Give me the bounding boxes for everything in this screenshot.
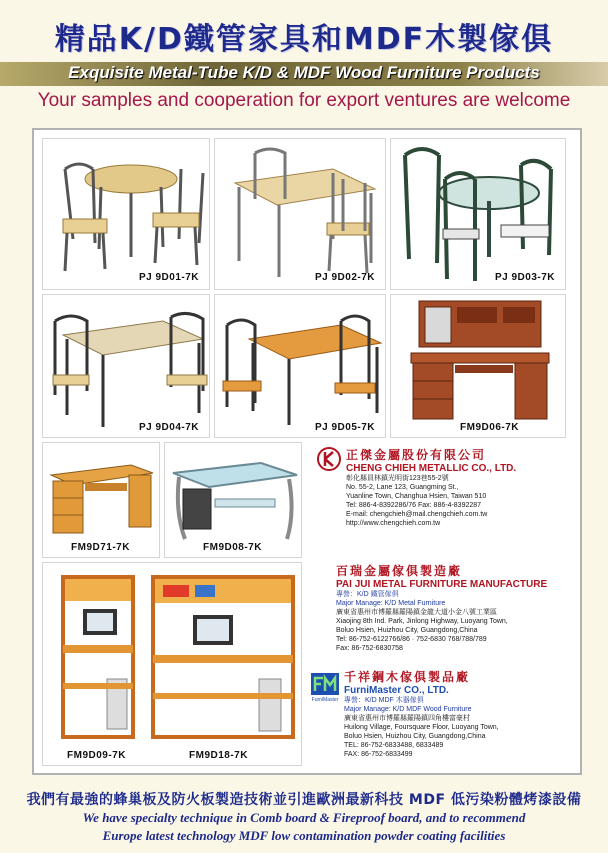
rect-table-chairs-image xyxy=(43,295,211,439)
company-address: Xiaojing 8th Ind. Park, Jinlong Highway, Luoyang Town, xyxy=(336,618,508,625)
product-code: PJ 9D05-7K xyxy=(314,422,375,433)
company-business: Major Manage: K/D MDF Wood Furniture xyxy=(344,706,472,713)
catalog-panel xyxy=(32,128,582,775)
company-name-en: PAI JUI METAL FURNITURE MANUFACTURE xyxy=(336,579,548,590)
furnimaster-logo xyxy=(310,672,340,702)
welcome-text: Your samples and cooperation for export ventures are welcome xyxy=(37,90,571,111)
rect-table-chairs-image xyxy=(215,139,387,291)
footer-en-line1: We have specialty technique in Comb board & Fireproof board, and to recommend xyxy=(82,810,526,825)
company-address: Yuanline Town, Changhua Hsien, Taiwan 510 xyxy=(346,493,487,500)
company-name-cn: 正傑金屬股份有限公司 xyxy=(346,448,487,462)
product-code: FM9D18-7K xyxy=(189,750,248,761)
company-card xyxy=(316,446,580,558)
page-title-en: Exquisite Metal-Tube K/D & MDF Wood Furniture Products xyxy=(68,63,540,82)
computer-workstation-image xyxy=(43,563,303,767)
company-card xyxy=(310,668,580,772)
company-business-cn: 專營：K/D MDF 木器傢俱 xyxy=(344,697,424,704)
product-card[interactable] xyxy=(42,138,210,290)
product-code: FM9D09-7K xyxy=(67,750,126,761)
cheng-chieh-logo xyxy=(316,446,342,472)
svg-text:FurniMaster: FurniMaster xyxy=(311,697,339,702)
footer-en-line2: Europe latest technology MDF low contamination powder coating facilities xyxy=(102,828,506,843)
product-code: FM9D06-7K xyxy=(460,422,519,433)
company-fax: Fax: 86-752-6830758 xyxy=(336,645,403,652)
company-name-cn: 百瑞金屬傢俱製造廠 xyxy=(336,564,463,578)
rect-table-chairs-image xyxy=(215,295,387,439)
product-card[interactable] xyxy=(214,294,386,438)
product-card[interactable] xyxy=(42,442,160,558)
product-card[interactable] xyxy=(390,294,566,438)
round-table-chairs-image xyxy=(43,139,211,291)
glass-table-chairs-image xyxy=(391,139,567,291)
product-card[interactable] xyxy=(390,138,566,290)
company-address: Boluo Hsien, Huizhou City, Guangdong,China xyxy=(344,733,486,740)
company-address: Huilong Village, Foursquare Floor, Luoyang Town, xyxy=(344,724,499,731)
company-address-cn: 廣東省惠州市博羅縣羅陽鎮金龍大道小金八號工業區 xyxy=(336,609,497,616)
company-address: No. 55-2, Lane 123, Guangming St., xyxy=(346,484,459,491)
product-code: PJ 9D02-7K xyxy=(314,272,375,283)
company-card xyxy=(336,562,580,662)
company-business-cn: 專營：K/D 鐵管傢俱 xyxy=(336,591,399,598)
company-address-cn: 廣東省惠州市博羅縣羅陽鎮四角樓富豪村 xyxy=(344,715,470,722)
footer-cn: 我們有最強的蜂巢板及防火板製造技術並引進歐洲最新科技 MDF 低污染粉體烤漆設備 xyxy=(26,792,582,808)
page-title-cn: 精品K/D鐵管家具和MDF木製傢俱 xyxy=(54,22,554,57)
computer-desk-hutch-image xyxy=(391,295,567,439)
product-code: FM9D08-7K xyxy=(203,542,262,553)
product-code: PJ 9D04-7K xyxy=(138,422,199,433)
product-card[interactable] xyxy=(164,442,302,558)
company-phone: TEL: 86-752-6833488, 6833489 xyxy=(344,742,444,749)
company-name-cn: 千祥鋼木傢俱製品廠 xyxy=(344,670,471,684)
company-fax: FAX: 86-752-6833499 xyxy=(344,751,413,758)
company-name-en: CHENG CHIEH METALLIC CO., LTD. xyxy=(346,463,517,474)
product-code: PJ 9D03-7K xyxy=(494,272,555,283)
product-card[interactable] xyxy=(214,138,386,290)
company-phone: Tel: 886-4-8392286/76 Fax: 886-4-8392287 xyxy=(346,502,482,509)
product-card[interactable] xyxy=(42,294,210,438)
company-phone: Tel: 86-752-6122766/86 · 752-6830 768/788/789 xyxy=(336,636,487,643)
company-website[interactable]: http://www.chengchieh.com.tw xyxy=(346,520,441,527)
company-name-en: FurniMaster CO., LTD. xyxy=(344,685,449,696)
company-business: Major Manage: K/D Metal Furniture xyxy=(336,600,446,607)
company-address-cn: 彰化縣員林鎮光明街123巷55-2號 xyxy=(346,475,449,482)
company-email[interactable]: E-mail: chengchieh@mail.chengchieh.com.tw xyxy=(346,511,488,518)
product-code: PJ 9D01-7K xyxy=(138,272,199,283)
company-address: Boluo Hsien, Huizhou City, Guangdong,China xyxy=(336,627,478,634)
product-code: FM9D71-7K xyxy=(71,542,130,553)
product-card[interactable] xyxy=(42,562,302,766)
